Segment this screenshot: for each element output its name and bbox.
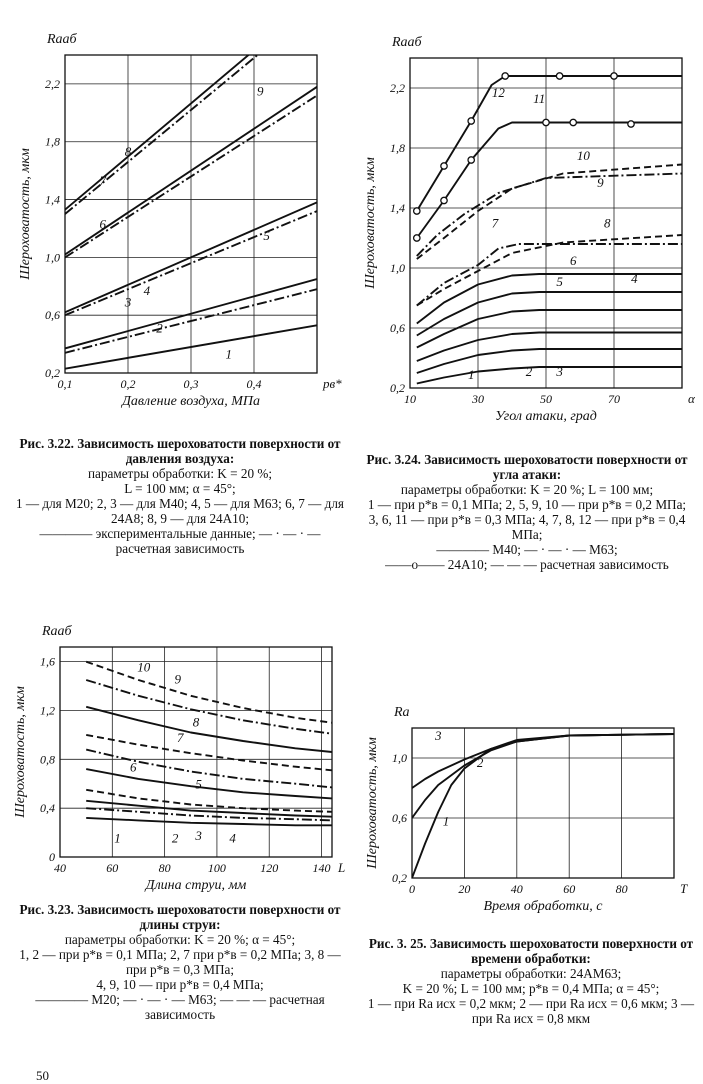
x-axis-label: Угол атаки, град (495, 409, 597, 424)
series-label-9: 9 (257, 83, 264, 99)
caption-fig-3-24 (362, 452, 692, 572)
series-marker-12 (611, 73, 617, 79)
y-tick-label: 1,4 (45, 192, 60, 207)
y-tick-label: 2,2 (390, 81, 405, 95)
chart-fig-3-24 (360, 20, 700, 440)
series-marker-11 (414, 235, 420, 241)
y-axis-title: Ra (394, 705, 410, 720)
caption-line: ———— М40; — · — · — М63; (436, 542, 618, 557)
y-tick-label: 1,6 (40, 654, 55, 669)
series-label-9: 9 (597, 175, 604, 190)
y-axis-label: Шероховатость, мкм (13, 686, 28, 818)
y-axis-label: Шероховатость, мкм (363, 157, 378, 289)
series-marker-12 (414, 208, 420, 214)
series-label-3: 3 (124, 294, 132, 310)
caption-fig-3-25 (366, 936, 696, 1026)
page-number: 50 (36, 1068, 49, 1083)
series-marker-12 (441, 163, 447, 169)
series-line-1 (417, 367, 682, 384)
series-label-2: 2 (525, 364, 533, 379)
series-marker-12 (468, 118, 474, 124)
y-tick-label: 1,4 (390, 201, 405, 215)
series-label-1: 1 (442, 813, 450, 829)
series-marker-11 (543, 119, 549, 125)
x-axis-unit: T (680, 881, 688, 896)
series-label-3: 3 (434, 728, 442, 743)
y-axis-title: Raаб (392, 35, 422, 50)
series-line-12 (417, 76, 682, 211)
x-tick-label: 140 (312, 861, 331, 875)
y-tick-label: 0 (49, 850, 55, 864)
caption-line: 1 — для М20; 2, 3 — для М40; 4, 5 — для М63; 6, 7 — для 24А8; 8, 9 — для 24А10; (15, 496, 344, 526)
series-label-7: 7 (177, 730, 184, 746)
x-tick-label: 100 (207, 861, 226, 875)
series-label-3: 3 (556, 364, 563, 379)
caption-title: Рис. 3.23. Зависимость шероховатости поверхности от длины струи: (19, 902, 341, 932)
y-axis-title: Raаб (47, 32, 77, 47)
series-label-8: 8 (124, 144, 132, 160)
caption-line: параметры обработки: K = 20 %; L = 100 мм; (400, 482, 654, 497)
caption-line: параметры обработки: K = 20 %; α = 45°; (64, 932, 296, 947)
y-tick-label: 1,0 (392, 751, 407, 765)
series-label-2: 2 (156, 320, 163, 336)
caption-line: 1 — при Ra исх = 0,2 мкм; 2 — при Ra исх = 0,6 мкм; 3 — при Ra исх = 0,8 мкм (367, 996, 695, 1026)
y-tick-label: 0,6 (392, 811, 407, 825)
x-tick-label: 20 (458, 882, 471, 896)
series-label-8: 8 (192, 714, 200, 730)
x-tick-label: 0,1 (57, 377, 73, 391)
plot-frame (412, 728, 674, 878)
caption-line: ———— М20; — · — · — М63; — — — расчетная зависимость (35, 992, 325, 1022)
chart-fig-3-25 (360, 700, 700, 925)
series-line-11 (417, 123, 682, 239)
caption-title: Рис. 3.24. Зависимость шероховатости поверхности от угла атаки: (366, 452, 688, 482)
caption-line: параметры обработки: K = 20 %; (88, 466, 272, 481)
series-line-4 (417, 310, 682, 348)
series-line-1 (86, 818, 332, 825)
chart-fig-3-23 (10, 615, 350, 900)
x-tick-label: 60 (563, 882, 576, 896)
y-tick-label: 1,0 (390, 261, 405, 275)
y-tick-label: 1,8 (390, 141, 405, 155)
x-axis-label: Время обработки, с (483, 899, 603, 914)
series-marker-11 (570, 119, 576, 125)
x-axis-unit: L (338, 860, 346, 875)
series-line-2 (417, 349, 682, 373)
caption-line: 1, 2 — при p*в = 0,1 МПа; 2, 7 при p*в = 0,2 МПа; 3, 8 — при p*в = 0,3 МПа; (19, 947, 341, 977)
x-axis-unit: pв* (323, 376, 342, 391)
caption-line: ——o—— 24А10; — — — расчетная зависимость (385, 557, 669, 572)
x-tick-label: 0,2 (120, 377, 136, 391)
x-axis-unit: α (688, 391, 695, 406)
x-tick-label: 120 (260, 861, 279, 875)
y-tick-label: 1,8 (45, 134, 60, 149)
y-tick-label: 0,2 (45, 366, 60, 380)
series-label-1: 1 (114, 830, 121, 846)
caption-title: Рис. 3.22. Зависимость шероховатости поверхности от давления воздуха: (19, 436, 341, 466)
series-label-6: 6 (99, 216, 107, 232)
y-tick-label: 0,6 (45, 308, 60, 323)
caption-line: 1 — при p*в = 0,1 МПа; 2, 5, 9, 10 — при p*в = 0,2 МПа; 3, 6, 11 — при p*в = 0,3 МПа; 4, 7, 8, 12 — при p*в = 0,4 МПа; (367, 497, 687, 542)
series-label-12: 12 (491, 85, 505, 100)
x-tick-label: 80 (158, 861, 171, 875)
x-tick-label: 0 (409, 882, 415, 896)
caption-title: Рис. 3. 25. Зависимость шероховатости поверхности от времени обработки: (368, 936, 694, 966)
series-label-5: 5 (263, 228, 270, 244)
y-tick-label: 0,2 (392, 871, 407, 885)
x-tick-label: 50 (540, 392, 552, 406)
y-tick-label: 1,2 (40, 703, 55, 718)
series-line-3 (417, 333, 682, 362)
series-label-2: 2 (171, 830, 179, 846)
series-marker-11 (468, 157, 474, 163)
series-marker-12 (556, 73, 562, 79)
series-label-10: 10 (137, 659, 151, 675)
series-label-11: 11 (533, 91, 546, 106)
series-label-3: 3 (195, 827, 202, 843)
x-tick-label: 10 (404, 392, 416, 406)
series-label-10: 10 (576, 148, 590, 163)
series-label-4: 4 (631, 271, 638, 286)
x-tick-label: 0,3 (183, 377, 199, 391)
caption-line: параметры обработки: 24АМ63; (440, 966, 622, 981)
caption-fig-3-22 (14, 436, 346, 556)
x-tick-label: 70 (608, 392, 620, 406)
series-line-3 (412, 734, 674, 788)
y-tick-label: 0,6 (390, 321, 405, 335)
y-axis-label: Шероховатость, мкм (18, 148, 33, 280)
caption-line: L = 100 мм; α = 45°; (124, 481, 236, 496)
x-tick-label: 60 (106, 861, 119, 875)
caption-line: ———— экспериментальные данные; — · — · — расчетная зависимость (39, 526, 321, 556)
series-label-7: 7 (491, 215, 499, 231)
series-line-1 (412, 734, 674, 878)
series-label-9: 9 (174, 671, 181, 687)
series-label-1: 1 (467, 367, 475, 382)
x-axis-label: Длина струи, мм (145, 878, 247, 893)
y-tick-label: 1,0 (45, 250, 60, 265)
series-label-4: 4 (229, 830, 236, 846)
y-tick-label: 0,2 (390, 381, 405, 395)
series-label-5: 5 (195, 776, 202, 792)
caption-line: 4, 9, 10 — при p*в = 0,4 МПа; (96, 977, 264, 992)
chart-fig-3-22 (10, 20, 350, 420)
caption-line: K = 20 %; L = 100 мм; p*в = 0,4 МПа; α = 45°; (402, 981, 660, 996)
x-axis-label: Давление воздуха, МПа (121, 394, 261, 409)
series-label-1: 1 (225, 346, 233, 362)
x-tick-label: 40 (54, 861, 66, 875)
series-line-2 (412, 734, 674, 818)
y-tick-label: 2,2 (45, 76, 60, 91)
series-label-4: 4 (143, 282, 151, 298)
series-label-5: 5 (556, 274, 563, 289)
series-label-2: 2 (476, 755, 484, 770)
y-tick-label: 0,4 (40, 801, 55, 816)
series-marker-12 (502, 73, 508, 79)
y-axis-label: Шероховатость, мкм (365, 737, 380, 869)
y-axis-title: Raаб (42, 624, 72, 639)
series-marker-11 (628, 121, 634, 127)
caption-fig-3-23 (14, 902, 346, 1022)
series-line-7 (86, 735, 332, 770)
series-line-9 (86, 680, 332, 734)
series-marker-11 (441, 197, 447, 203)
series-line-3 (86, 801, 332, 817)
series-label-8: 8 (603, 215, 611, 231)
x-tick-label: 0,4 (246, 377, 262, 391)
x-tick-label: 40 (510, 882, 523, 896)
series-label-6: 6 (569, 253, 577, 268)
series-label-7: 7 (99, 173, 107, 189)
series-label-6: 6 (129, 759, 137, 775)
y-tick-label: 0,8 (40, 752, 55, 767)
x-tick-label: 80 (615, 882, 628, 896)
x-tick-label: 30 (472, 392, 484, 406)
